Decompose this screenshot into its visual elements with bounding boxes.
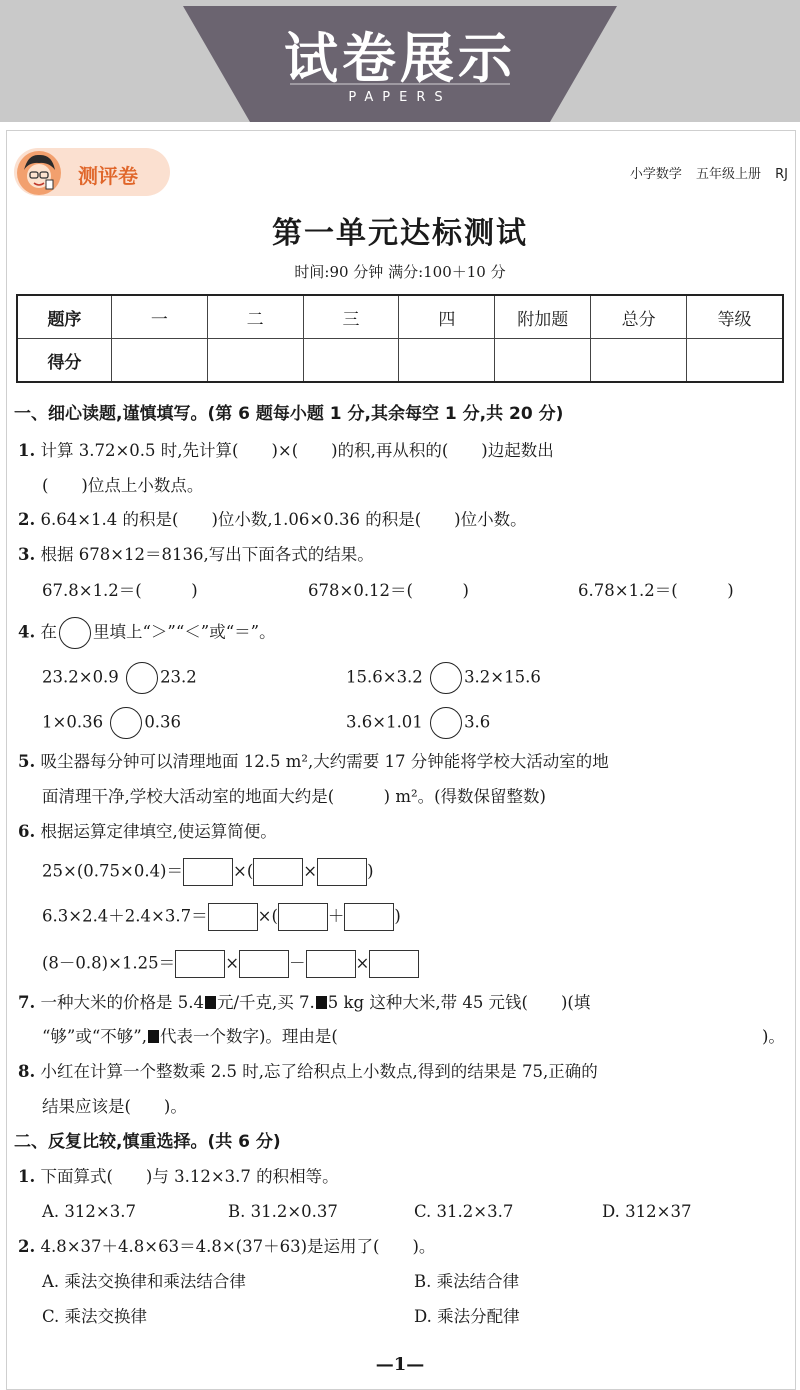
score-cell[interactable] xyxy=(111,339,207,383)
question-text: 吸尘器每分钟可以清理地面 12.5 m²,大约需要 17 分钟能将学校大活动室的地 xyxy=(40,752,609,771)
answer-box[interactable] xyxy=(306,950,356,978)
answer-box[interactable] xyxy=(344,903,394,931)
q6-op: － xyxy=(289,953,306,973)
q6-item xyxy=(42,858,374,886)
question-1-cont: ( )位点上小数点。 xyxy=(42,476,204,495)
question-7-cont xyxy=(42,1025,338,1049)
question-1 xyxy=(18,439,554,463)
compare-circle-icon xyxy=(59,617,91,649)
subject-info: 小学数学 五年级上册 RJ xyxy=(629,167,788,182)
question-text: 6.64×1.4 的积是( )位小数,1.06×0.36 的积是( )位小数。 xyxy=(40,510,527,529)
q4-item xyxy=(42,707,181,739)
option[interactable]: D. 乘法分配律 xyxy=(414,1307,520,1326)
table-header-cell: 附加题 xyxy=(495,295,591,339)
table-header-cell: 三 xyxy=(303,295,399,339)
answer-circle[interactable] xyxy=(430,707,462,739)
question-number: 2. xyxy=(18,510,36,529)
question-2 xyxy=(18,508,527,532)
option[interactable]: B. 乘法结合律 xyxy=(414,1272,520,1291)
question-5 xyxy=(18,750,609,774)
question-text: 代表一个数字)。理由是( xyxy=(160,1027,338,1046)
option[interactable]: C. 乘法交换律 xyxy=(42,1307,148,1326)
q3-item: 67.8×1.2＝( ) xyxy=(42,581,198,600)
section-2-heading: 二、反复比较,慎重选择。(共 6 分) xyxy=(14,1132,281,1152)
question-number: 7. xyxy=(18,993,36,1012)
question-number: 1. xyxy=(18,441,36,460)
answer-box[interactable] xyxy=(369,950,419,978)
question-6 xyxy=(18,820,277,844)
q4-item xyxy=(42,662,197,694)
q6-op: ) xyxy=(367,861,374,881)
table-header-cell: 二 xyxy=(207,295,303,339)
table-header-cell: 题序 xyxy=(17,295,111,339)
table-score-row xyxy=(17,339,783,383)
q3-item: 678×0.12＝( ) xyxy=(308,581,469,600)
q6-op: ) xyxy=(394,906,401,926)
table-header-cell: 总分 xyxy=(591,295,687,339)
badge-label: 测评卷 xyxy=(78,164,138,188)
s2-question-2 xyxy=(18,1235,435,1259)
question-8-cont: 结果应该是( )。 xyxy=(42,1097,187,1116)
table-header-row xyxy=(17,295,783,339)
question-text: 根据 678×12＝8136,写出下面各式的结果。 xyxy=(40,545,374,564)
q4-right: 23.2 xyxy=(160,667,197,687)
question-text: 元/千克,买 7. xyxy=(216,993,315,1012)
page-number: —1— xyxy=(375,1354,425,1375)
answer-circle[interactable] xyxy=(430,662,462,694)
question-text: 下面算式( )与 3.12×3.7 的积相等。 xyxy=(40,1167,339,1186)
q4-right: 3.2×15.6 xyxy=(464,667,541,687)
question-text: 里填上“＞”“＜”或“＝”。 xyxy=(92,622,276,642)
option[interactable]: A. 312×3.7 xyxy=(42,1202,136,1221)
exam-meta: 时间:90 分钟 满分:100＋10 分 xyxy=(294,263,506,281)
banner-subtitle: PAPERS xyxy=(348,90,452,105)
question-number: 8. xyxy=(18,1062,36,1081)
answer-box[interactable] xyxy=(208,903,258,931)
table-row-label: 得分 xyxy=(17,339,111,383)
section-1-heading: 一、细心读题,谨慎填写。(第 6 题每小题 1 分,其余每空 1 分,共 20 分) xyxy=(14,404,564,424)
q6-expr: 25×(0.75×0.4)＝ xyxy=(42,861,183,881)
question-4 xyxy=(18,617,276,649)
option[interactable]: A. 乘法交换律和乘法结合律 xyxy=(42,1272,246,1291)
table-header-cell: 等级 xyxy=(687,295,783,339)
s2-question-1 xyxy=(18,1165,339,1189)
q6-expr: (8－0.8)×1.25＝ xyxy=(42,953,176,973)
question-text: 4.8×37＋4.8×63＝4.8×(37＋63)是运用了( )。 xyxy=(40,1237,436,1256)
answer-box[interactable] xyxy=(239,950,289,978)
q6-op: ＋ xyxy=(327,906,345,926)
q6-op: ×( xyxy=(257,906,278,926)
q3-item: 6.78×1.2＝( ) xyxy=(578,581,734,600)
question-number: 4. xyxy=(18,622,36,642)
question-number: 5. xyxy=(18,752,36,771)
digit-placeholder-icon xyxy=(205,996,216,1009)
score-cell[interactable] xyxy=(399,339,495,383)
question-text: 一种大米的价格是 5.4 xyxy=(40,993,204,1012)
score-cell[interactable] xyxy=(591,339,687,383)
q6-op: × xyxy=(225,953,240,973)
q4-right: 3.6 xyxy=(464,712,491,732)
question-7 xyxy=(18,991,590,1015)
question-text: “够”或“不够”, xyxy=(42,1027,147,1046)
question-text: 5 kg 这种大米,带 45 元钱( )(填 xyxy=(327,993,591,1012)
answer-box[interactable] xyxy=(183,858,233,886)
q6-item xyxy=(42,950,419,978)
score-cell[interactable] xyxy=(207,339,303,383)
q4-left: 3.6×1.01 xyxy=(346,712,423,732)
question-text: 计算 3.72×0.5 时,先计算( )×( )的积,再从积的( )边起数出 xyxy=(40,441,554,460)
q6-op: × xyxy=(355,953,370,973)
question-7-end: )。 xyxy=(762,1027,785,1046)
q6-op: ×( xyxy=(233,861,254,881)
q4-right: 0.36 xyxy=(144,712,182,732)
banner-title: 试卷展示 xyxy=(284,27,516,90)
q4-left: 23.2×0.9 xyxy=(42,667,119,687)
question-number: 2. xyxy=(18,1237,36,1256)
question-text: 根据运算定律填空,使运算简便。 xyxy=(40,822,277,841)
question-3 xyxy=(18,543,374,567)
answer-box[interactable] xyxy=(317,858,367,886)
table-header-cell: 四 xyxy=(399,295,495,339)
option[interactable]: C. 31.2×3.7 xyxy=(414,1202,514,1221)
q6-op: × xyxy=(303,861,318,881)
score-cell[interactable] xyxy=(303,339,399,383)
question-5-cont: 面清理干净,学校大活动室的地面大约是( ) m²。(得数保留整数) xyxy=(42,787,546,806)
q6-item xyxy=(42,903,401,931)
question-text: 小红在计算一个整数乘 2.5 时,忘了给积点上小数点,得到的结果是 75,正确的 xyxy=(40,1062,598,1081)
answer-box[interactable] xyxy=(253,858,303,886)
q6-expr: 6.3×2.4＋2.4×3.7＝ xyxy=(42,906,208,926)
answer-box[interactable] xyxy=(175,950,225,978)
score-cell[interactable] xyxy=(495,339,591,383)
page-title: 第一单元达标测试 xyxy=(272,216,528,251)
option[interactable]: D. 312×37 xyxy=(602,1202,692,1221)
digit-placeholder-icon xyxy=(316,996,327,1009)
student-avatar-icon xyxy=(16,150,62,196)
digit-placeholder-icon xyxy=(148,1030,159,1043)
question-number: 6. xyxy=(18,822,36,841)
question-8 xyxy=(18,1060,598,1084)
answer-box[interactable] xyxy=(278,903,328,931)
table-header-cell: 一 xyxy=(111,295,207,339)
answer-circle[interactable] xyxy=(126,662,158,694)
option[interactable]: B. 31.2×0.37 xyxy=(228,1202,338,1221)
question-number: 1. xyxy=(18,1167,36,1186)
q4-left: 1×0.36 xyxy=(42,712,104,732)
score-table xyxy=(16,294,784,383)
q4-item xyxy=(346,707,490,739)
score-cell[interactable] xyxy=(687,339,783,383)
answer-circle[interactable] xyxy=(110,707,142,739)
question-text: 在 xyxy=(40,622,57,642)
q4-item xyxy=(346,662,541,694)
q4-left: 15.6×3.2 xyxy=(346,667,423,687)
question-number: 3. xyxy=(18,545,36,564)
